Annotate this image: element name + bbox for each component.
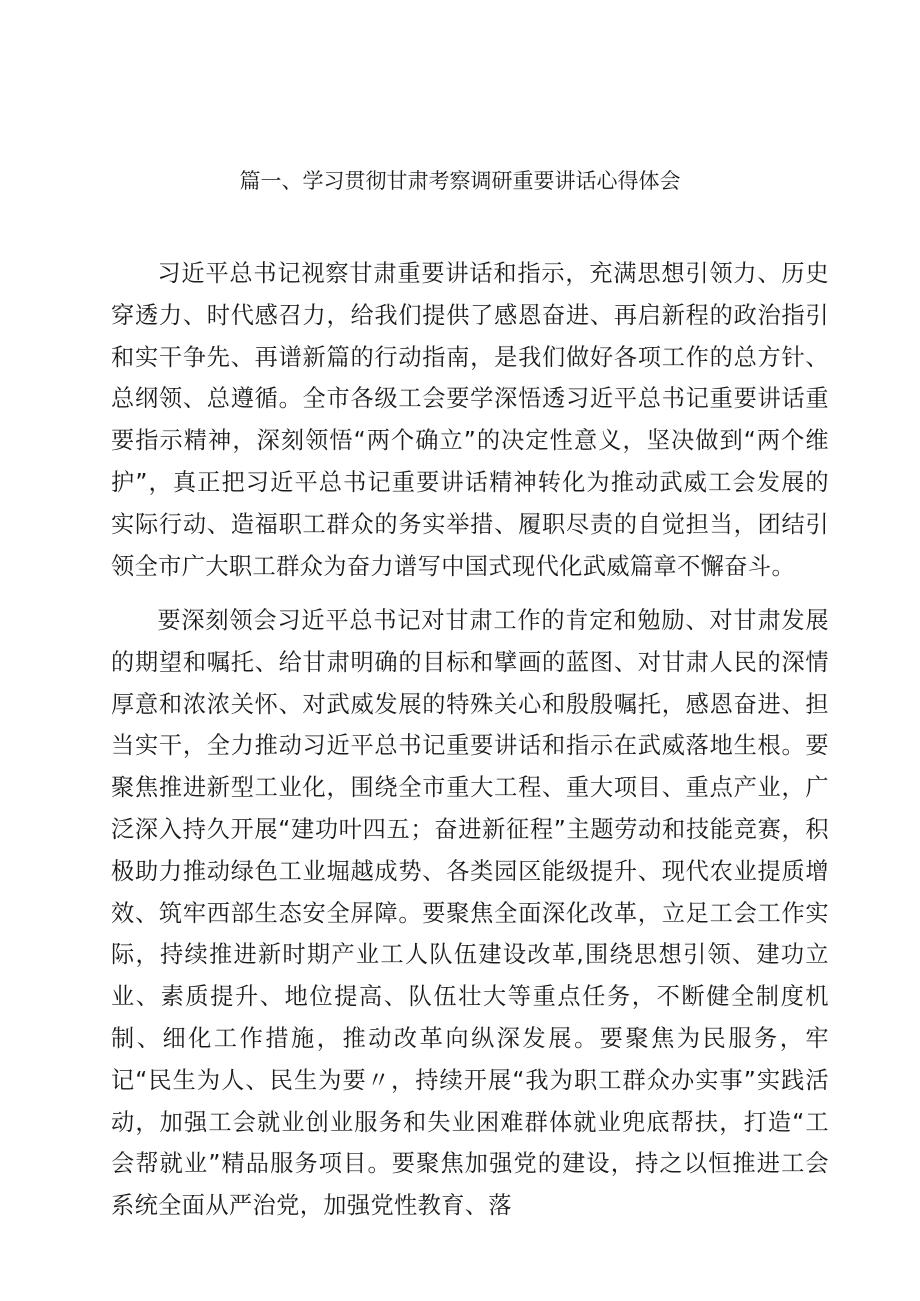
paragraph: 习近平总书记视察甘肃重要讲话和指示，充满思想引领力、历史穿透力、时代感召力，给我们提供了感恩奋进、再启新程的政治指引和实干争先、再谱新篇的行动指南，是我们做好各项工作的总方针、总纲领、总遵循。全市各级工会要学深悟透习近平总书记重要讲话重要指示精神，深刻领悟“两个确立”的决定性意义，坚决做到“两个维护”，真正把习近平总书记重要讲话精神转化为推动武威工会发展的实际行动、造福职工群众的务实举措、履职尽责的自觉担当，团结引领全市广大职工群众为奋力谱写中国式现代化武威篇章不懈奋斗。 [111,260,829,580]
document-title: 篇一、学习贯彻甘肃考察调研重要讲话心得体会 [239,169,681,193]
paragraph: 要深刻领会习近平总书记对甘肃工作的肯定和勉励、对甘肃发展的期望和嘱托、给甘肃明确的目标和擘画的蓝图、对甘肃人民的深情厚意和浓浓关怀、对武威发展的特殊关心和殷殷嘱托，感恩奋进、担当实干，全力推动习近平总书记重要讲话和指示在武威落地生根。要聚焦推进新型工业化，围绕全市重大工程、重大项目、重点产业，广泛深入持久开展“建功叶四五；奋进新征程”主题劳动和技能竞赛，积极助力推动绿色工业堀越成势、各类园区能级提升、现代农业提质增效、筑牢西部生态安全屏障。要聚焦全面深化改革，立足工会工作实际，持续推进新时期产业工人队伍建设改革,围绕思想引领、建功立业、素质提升、地位提高、队伍壮大等重点任务，不断健全制度机制、细化工作措施，推动改革向纵深发展。要聚焦为民服务，牢记“民生为人、民生为要〃，持续开展“我为职工群众办实事”实践活动，加强工会就业创业服务和失业困难群体就业兜底帮扶，打造“工会帮就业”精品服务项目。要聚焦加强党的建设，持之以恒推进工会系统全面从严治党，加强党性教育、落 [111,607,829,1220]
